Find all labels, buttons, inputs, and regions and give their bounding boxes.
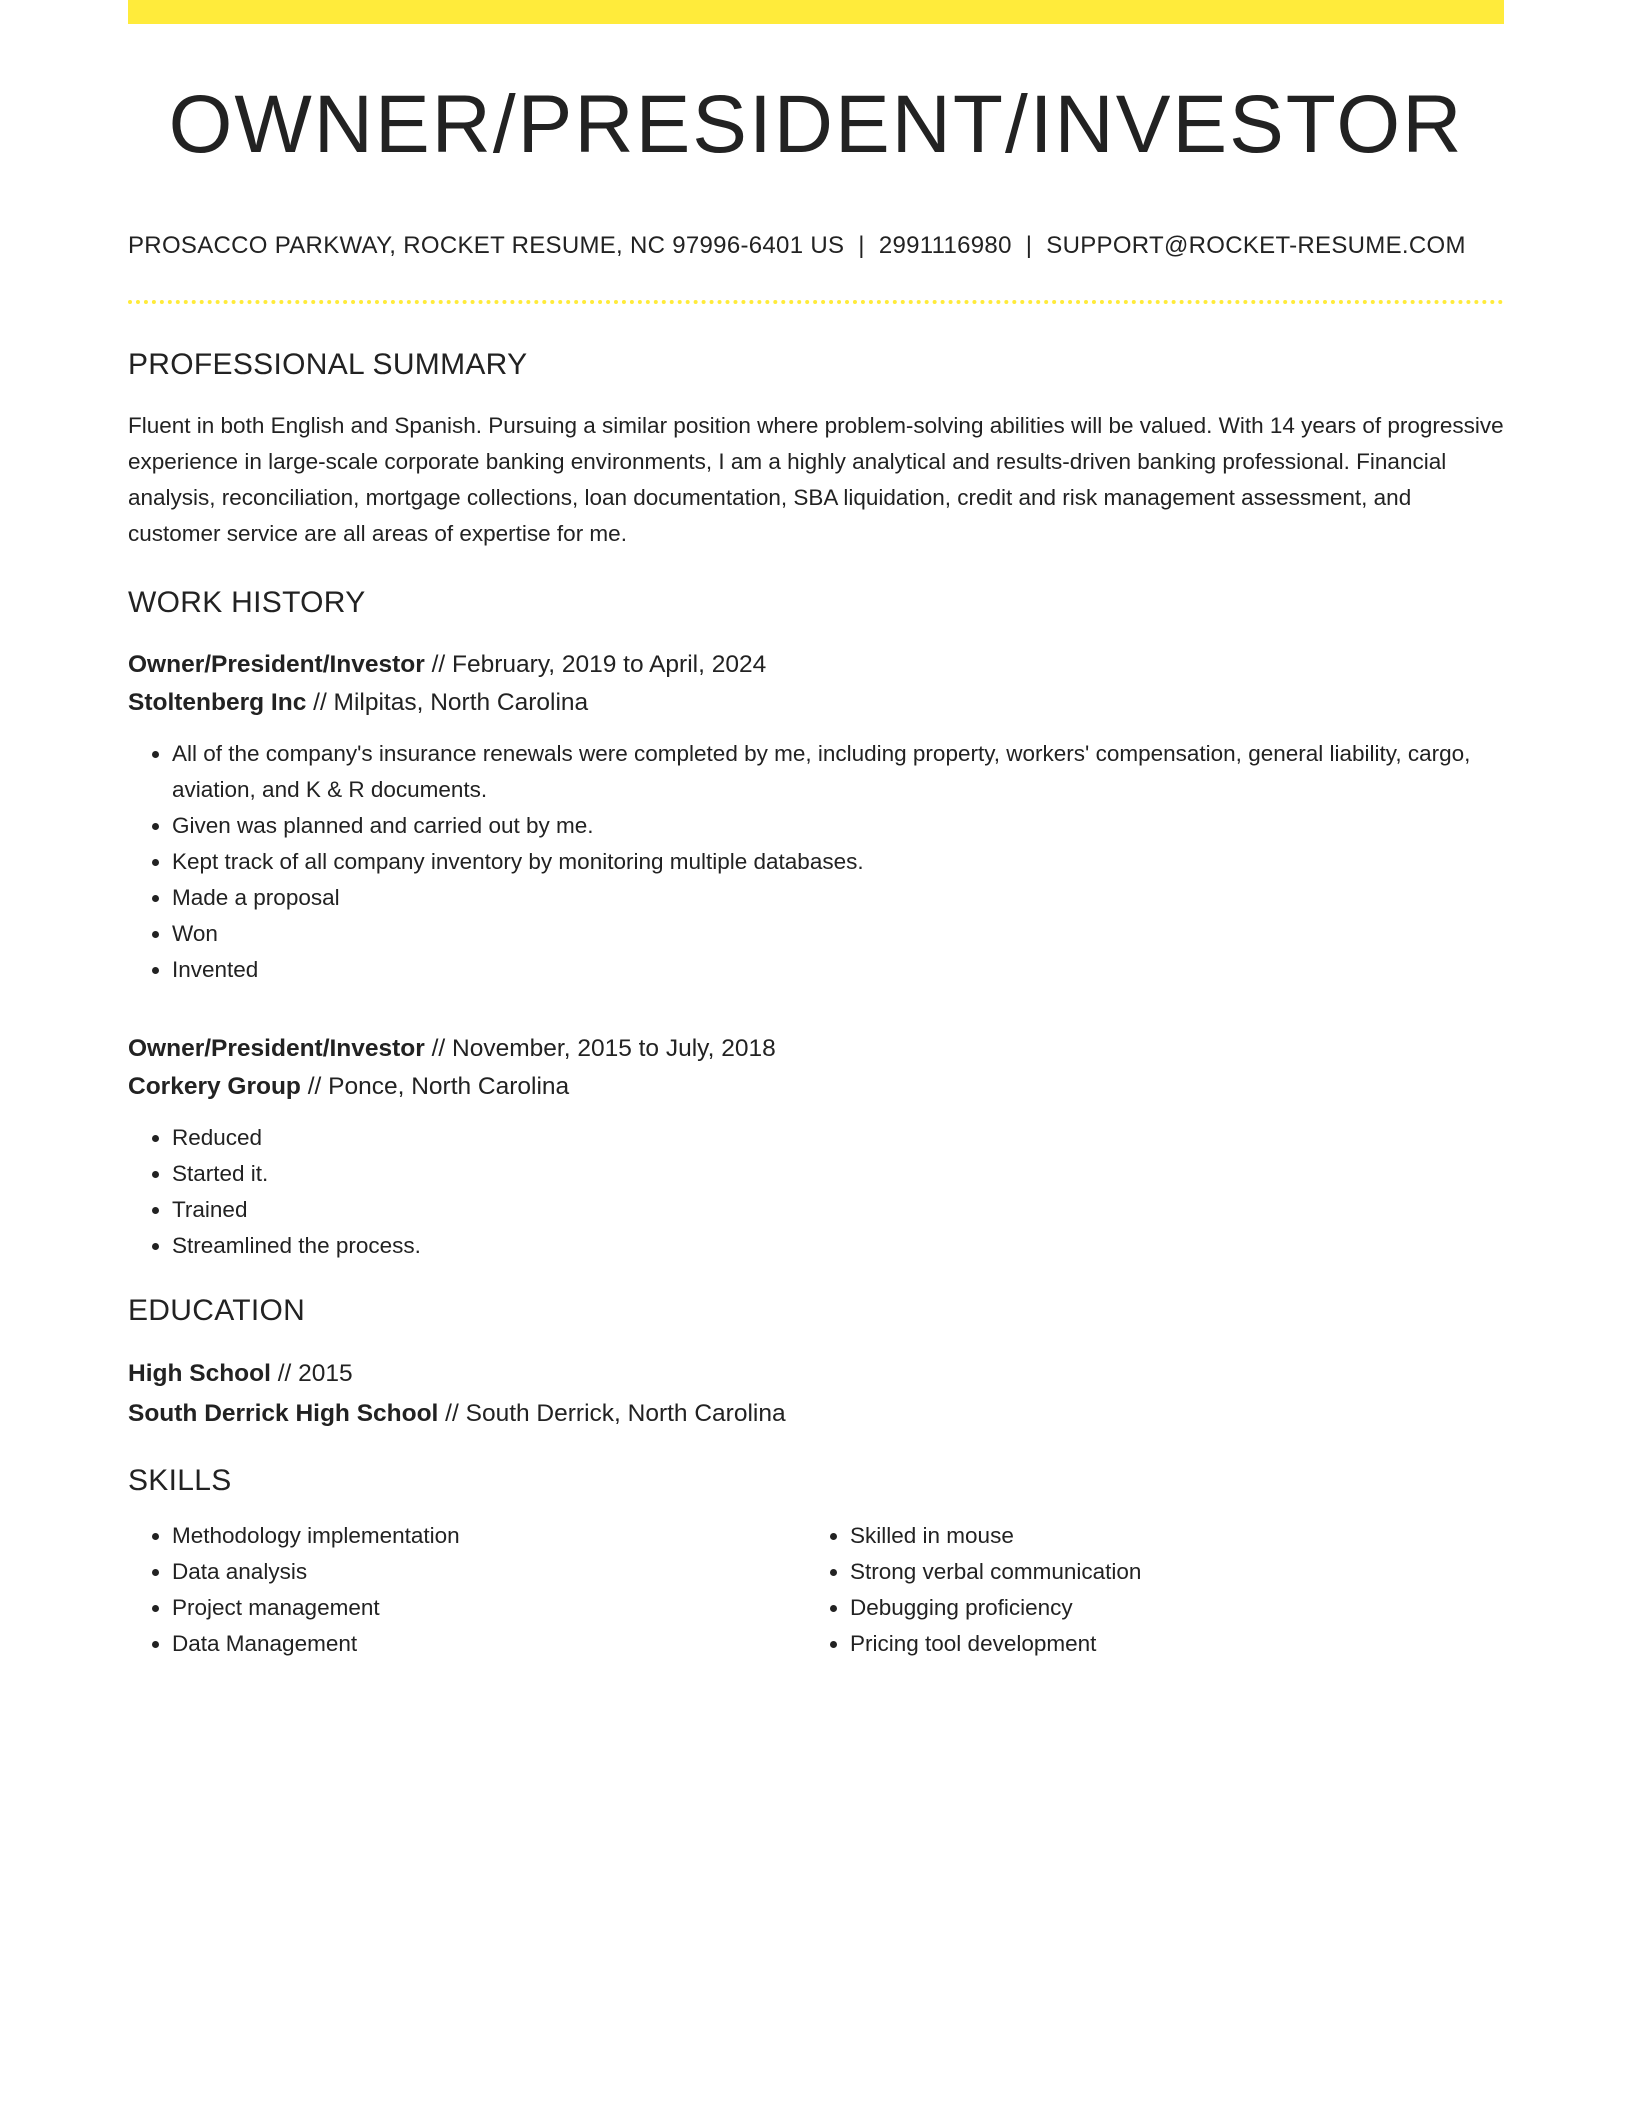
resume-page [128, 0, 1504, 1662]
job-entry [128, 1030, 1504, 1264]
list-item: • Methodology implementation [172, 1518, 806, 1554]
section-title-summary: PROFESSIONAL SUMMARY [128, 348, 528, 381]
education-school-line [128, 1394, 1504, 1434]
list-item: • Data Management [172, 1626, 806, 1662]
job-role: Owner/President/Investor [128, 1035, 425, 1062]
contact-separator: | [1025, 232, 1033, 259]
section-title-education: EDUCATION [128, 1294, 306, 1327]
accent-bar [128, 0, 1504, 24]
contact-phone: 2991116980 [878, 232, 1012, 259]
education-degree: High School [128, 1360, 271, 1387]
contact-address: PROSACCO PARKWAY, ROCKET RESUME, NC 97996-6401 US [128, 232, 845, 259]
job-bullets [128, 1120, 1504, 1264]
section-title-skills: SKILLS [128, 1464, 232, 1497]
list-item: • Invented [172, 952, 1504, 988]
job-dates: // November, 2015 to July, 2018 [424, 1035, 776, 1062]
job-role-line [128, 646, 1504, 684]
job-dates: // February, 2019 to April, 2024 [424, 651, 767, 678]
education-location: // South Derrick, North Carolina [438, 1400, 786, 1427]
list-item: • Made a proposal [172, 880, 1504, 916]
skills-list-left [128, 1518, 806, 1662]
job-location: // Ponce, North Carolina [300, 1073, 570, 1100]
list-item: • Data analysis [172, 1554, 806, 1590]
job-entry [128, 646, 1504, 988]
education-school: South Derrick High School [128, 1400, 439, 1427]
skills-columns [128, 1518, 1504, 1662]
list-item: • Won [172, 916, 1504, 952]
contact-email: SUPPORT@ROCKET-RESUME.COM [1046, 232, 1466, 259]
resume-name: OWNER/PRESIDENT/INVESTOR [168, 79, 1464, 170]
job-company: Corkery Group [128, 1073, 301, 1100]
list-item: • Pricing tool development [850, 1626, 1484, 1662]
contact-separator: | [858, 232, 865, 259]
list-item: • Skilled in mouse [850, 1518, 1484, 1554]
list-item: • Strong verbal communication [850, 1554, 1484, 1590]
dotted-divider [128, 300, 1504, 304]
job-role-line [128, 1030, 1504, 1068]
list-item: • Started it. [172, 1156, 1504, 1192]
job-bullets [128, 736, 1504, 988]
summary-text: Fluent in both English and Spanish. Pursuing a similar position where problem-solving abilities will be valued. With 14 years of progressive experience in large-scale corporate banking environments, I am a highly analytical and results-driven banking professional. Financial analysis, reconciliation, mortgage collections, loan documentation, SBA liquidation, credit and risk management assessment, and customer service are all areas of expertise for me. [128, 413, 1504, 546]
skills-list-right [806, 1518, 1484, 1662]
list-item: • Project management [172, 1590, 806, 1626]
section-title-work-history: WORK HISTORY [128, 586, 366, 619]
contact-line [128, 232, 1504, 260]
list-item: • Streamlined the process. [172, 1228, 1504, 1264]
list-item: • Trained [172, 1192, 1504, 1228]
list-item: • Given was planned and carried out by me. [172, 808, 1504, 844]
job-company: Stoltenberg Inc [128, 689, 307, 716]
list-item: • Reduced [172, 1120, 1504, 1156]
list-item: • Kept track of all company inventory by monitoring multiple databases. [172, 844, 1504, 880]
list-item: • All of the company's insurance renewals were completed by me, including property, workers' compensation, general liability, cargo, aviation, and K & R documents. [172, 736, 1504, 808]
education-entry [128, 1354, 1504, 1434]
education-year: // 2015 [270, 1360, 353, 1387]
job-role: Owner/President/Investor [128, 651, 425, 678]
job-company-line [128, 684, 1504, 722]
education-degree-line [128, 1354, 1504, 1394]
job-company-line [128, 1068, 1504, 1106]
job-location: // Milpitas, North Carolina [306, 689, 589, 716]
list-item: • Debugging proficiency [850, 1590, 1484, 1626]
